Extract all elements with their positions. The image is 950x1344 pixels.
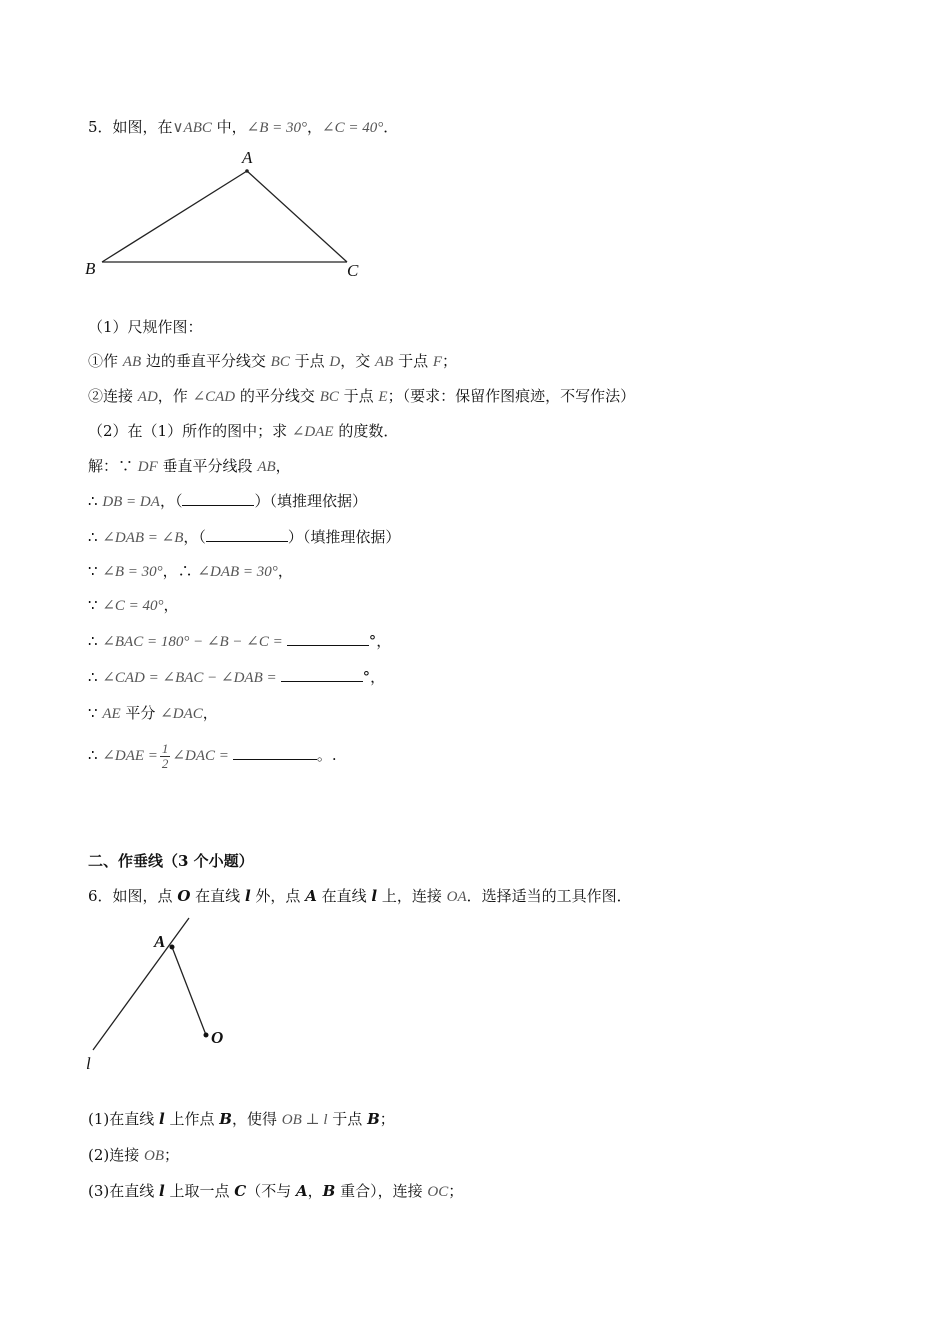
sol8-ae: AE <box>102 706 121 722</box>
vertex-c-label: C <box>347 261 359 280</box>
q6p1-l: l <box>159 1110 165 1128</box>
sol1-ab: AB <box>257 459 276 475</box>
q5-angle-c: ∠C = 40° <box>322 120 384 136</box>
triangle-side-ac <box>247 171 347 262</box>
point-o-label: O <box>211 1028 224 1047</box>
q6p3-mid: 上取一点 <box>164 1182 235 1200</box>
sol1-mid: 垂直平分线段 <box>157 457 258 475</box>
q5-part1-title: （1）尺规作图： <box>88 318 203 336</box>
sol8-end: ， <box>202 704 218 722</box>
answer-blank-bac[interactable] <box>287 631 369 646</box>
part2-end: 的度数． <box>333 422 399 440</box>
q6-oa: OA <box>446 889 467 905</box>
q6p1-mid2: ，使得 <box>231 1110 282 1128</box>
step1-bc: BC <box>270 354 290 370</box>
sol-line-9 <box>88 740 337 771</box>
q6p2-end: ； <box>164 1146 180 1164</box>
q6p2-pre: (2)连接 <box>88 1146 145 1164</box>
sol5-eq: ∠C = 40° <box>102 598 164 614</box>
line-l <box>93 918 189 1050</box>
step2-cad: ∠CAD <box>192 389 236 405</box>
q6-o: O <box>177 887 191 905</box>
q6-part2 <box>88 1144 179 1167</box>
sol6-pre: ∴ <box>88 632 103 650</box>
sol2-eq: DB = DA <box>102 494 160 510</box>
q6p1-b: B <box>219 1110 232 1128</box>
step2-pre: ②连接 <box>88 387 138 405</box>
q5-stem <box>88 116 398 139</box>
q6p1-pre: (1)在直线 <box>88 1110 160 1128</box>
step2-bc: BC <box>319 389 339 405</box>
q6-a: A <box>305 887 317 905</box>
sol9-rhs: ∠DAC = <box>172 748 229 764</box>
vertex-b-label: B <box>85 259 96 278</box>
q6p2-ob: OB <box>144 1148 165 1164</box>
sol-line-5 <box>88 594 179 617</box>
sol-line-6 <box>88 630 391 653</box>
q6-stem <box>88 885 632 908</box>
q6p3-l: l <box>159 1182 165 1200</box>
sol9-lhs: ∠DAE = <box>102 748 158 764</box>
q5-step2 <box>88 385 635 408</box>
step1-f: F <box>432 354 443 370</box>
q6-stem-pre: 6．如图，点 <box>88 887 178 905</box>
step2-ad: AD <box>137 389 158 405</box>
q6-part1 <box>88 1108 395 1131</box>
step1-mid2: 于点 <box>289 352 330 370</box>
segment-oa <box>172 947 206 1035</box>
part2-dae: ∠DAE <box>291 424 334 440</box>
line-l-label: l <box>86 1054 91 1073</box>
q5-triangle-figure <box>80 145 380 285</box>
sol3-pre: ∴ <box>88 528 103 546</box>
fraction-numerator: 1 <box>161 740 169 756</box>
sol1-end: ， <box>275 457 291 475</box>
step1-mid3: ，交 <box>340 352 375 370</box>
sol9-end: 。. <box>316 746 337 764</box>
q6p3-oc: OC <box>427 1184 449 1200</box>
sol-line-7 <box>88 666 385 689</box>
sol3-eq: ∠DAB = ∠B <box>102 530 184 546</box>
point-a-dot <box>170 945 175 950</box>
sol7-eq: ∠CAD = ∠BAC − ∠DAB = <box>102 670 277 686</box>
sol9-pre: ∴ <box>88 746 103 764</box>
q6p1-end: ； <box>379 1110 395 1128</box>
q6p1-mid: 上作点 <box>164 1110 220 1128</box>
point-o-dot <box>204 1033 209 1038</box>
q6p3-mid2: （不与 <box>246 1182 297 1200</box>
step1-ab: AB <box>122 354 142 370</box>
q6p3-sep: ， <box>307 1182 323 1200</box>
sol8-dac: ∠DAC <box>160 706 203 722</box>
sol-line-4 <box>88 560 293 583</box>
step1-pre: ①作 <box>88 352 123 370</box>
vertex-a-dot <box>245 169 249 173</box>
answer-blank-dae[interactable] <box>233 745 317 760</box>
q6-l: l <box>244 887 251 905</box>
step1-mid: 边的垂直平分线交 <box>141 352 271 370</box>
q6-stem-mid2: 外，点 <box>250 887 306 905</box>
sol5-end: ， <box>163 596 179 614</box>
sol1-pre: 解：∵ <box>88 457 138 475</box>
q5-stem-end: ． <box>383 118 399 136</box>
reason-blank-1[interactable] <box>182 491 254 506</box>
q5-step1 <box>88 350 457 373</box>
q5-angle-b: ∠B = 30° <box>246 120 307 136</box>
sol3-mid: ，（ <box>183 528 206 546</box>
q6-l2: l <box>371 887 378 905</box>
q6-part3 <box>88 1180 463 1203</box>
sol4-mid: ，∴ <box>162 562 198 580</box>
triangle-side-ab <box>102 171 247 262</box>
step2-e: E <box>378 389 388 405</box>
q5-stem-mid: 中， <box>211 118 247 136</box>
sol6-end: °， <box>368 632 392 650</box>
q6p1-mid3: 于点 <box>327 1110 368 1128</box>
step1-end: ； <box>442 352 458 370</box>
sol2-pre: ∴ <box>88 492 103 510</box>
fraction-denominator: 2 <box>161 755 169 771</box>
sol6-eq: ∠BAC = 180° − ∠B − ∠C = <box>102 634 283 650</box>
sol4-end: ， <box>277 562 293 580</box>
q5-triangle-symbol: ∨ABC <box>172 120 212 136</box>
point-a-label: A <box>154 932 166 951</box>
sol-line-8 <box>88 702 218 725</box>
sol5-pre: ∵ <box>88 596 103 614</box>
sol4-eq2: ∠DAB = 30° <box>197 564 278 580</box>
sol7-pre: ∴ <box>88 668 103 686</box>
q6-figure <box>80 910 240 1080</box>
part2-pre: （2）在（1）所作的图中；求 <box>88 422 292 440</box>
sol7-end: °， <box>362 668 386 686</box>
q6p3-end: ； <box>448 1182 464 1200</box>
step2-mid2: 的平分线交 <box>235 387 320 405</box>
sol8-mid: 平分 <box>120 704 161 722</box>
section2-title: 二、作垂线（3 个小题） <box>88 852 254 870</box>
q6p1-eq: OB ⊥ l <box>281 1112 328 1128</box>
q6-stem-mid4: 上，连接 <box>377 887 447 905</box>
sol2-mid: ，（ <box>159 492 183 510</box>
reason-blank-2[interactable] <box>206 527 288 542</box>
answer-blank-cad[interactable] <box>281 667 363 682</box>
step1-mid4: 于点 <box>393 352 433 370</box>
q6p3-b: B <box>322 1182 336 1200</box>
q6-stem-end: ．选择适当的工具作图． <box>466 887 632 905</box>
sol-line-3 <box>88 526 400 549</box>
q5-stem-prefix: 5．如图，在 <box>88 118 173 136</box>
q6-stem-mid3: 在直线 <box>316 887 372 905</box>
sol4-pre: ∵ <box>88 562 103 580</box>
q6p3-pre: (3)在直线 <box>88 1182 160 1200</box>
step2-mid3: 于点 <box>338 387 379 405</box>
one-half-fraction <box>160 742 171 771</box>
sol-line-1 <box>88 455 291 478</box>
sol2-end: ）（填推理依据） <box>254 492 367 510</box>
step1-ab2: AB <box>375 354 394 370</box>
q6p3-mid3: 重合），连接 <box>335 1182 428 1200</box>
sol8-pre: ∵ <box>88 704 103 722</box>
q5-sep: ， <box>307 118 323 136</box>
sol4-eq: ∠B = 30° <box>102 564 163 580</box>
q6-stem-mid: 在直线 <box>190 887 245 905</box>
step2-end: ；（要求：保留作图痕迹，不写作法） <box>387 387 636 405</box>
sol-line-2 <box>88 490 367 513</box>
q6p3-c: C <box>234 1182 247 1200</box>
sol1-df: DF <box>137 459 158 475</box>
q6p3-a: A <box>296 1182 308 1200</box>
step1-d: D <box>329 354 341 370</box>
step2-mid: ，作 <box>157 387 193 405</box>
sol3-end: ）（填推理依据） <box>287 528 401 546</box>
q5-part2 <box>88 420 398 443</box>
q6p1-b2: B <box>367 1110 380 1128</box>
vertex-a-label: A <box>242 148 253 167</box>
